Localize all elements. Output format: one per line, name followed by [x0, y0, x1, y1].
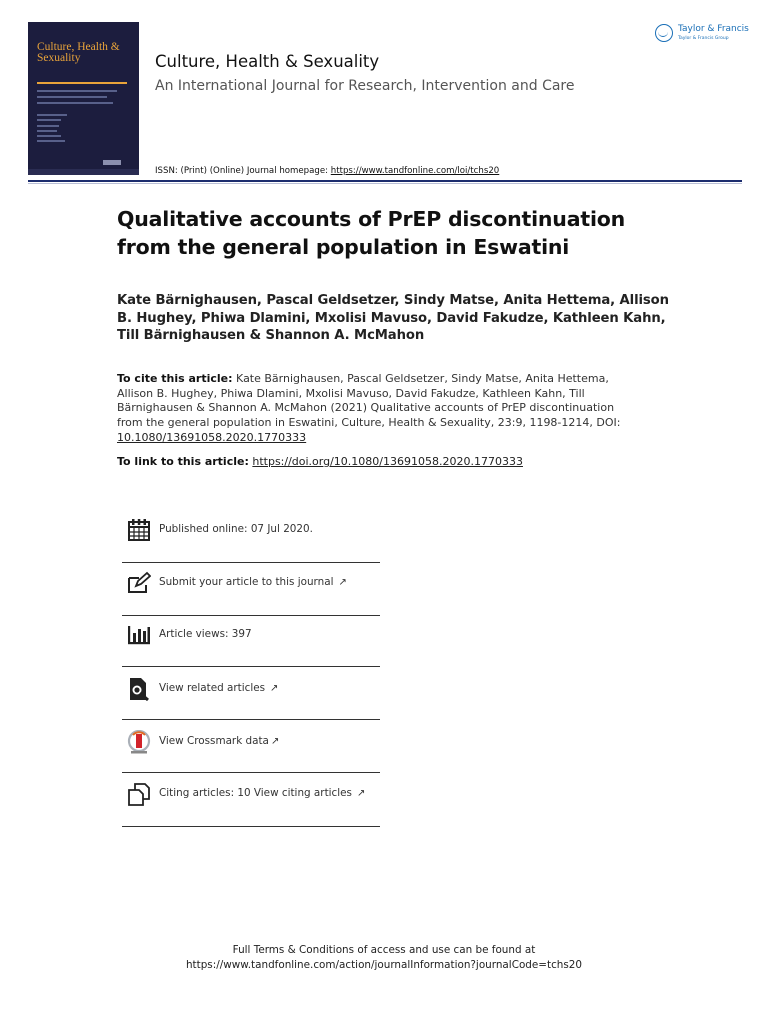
calendar-icon [127, 518, 151, 542]
crossmark-link[interactable] [159, 735, 279, 747]
info-divider [122, 826, 380, 827]
journal-subtitle: An International Journal for Research, Intervention and Care [155, 78, 575, 94]
journal-homepage-link[interactable]: https://www.tandfonline.com/loi/tchs20 [330, 166, 500, 176]
publisher-name: Taylor & Francis [678, 24, 749, 34]
link-label: To link to this article: [117, 455, 249, 468]
issn-label: ISSN: (Print) (Online) Journal homepage: [155, 166, 329, 176]
external-link-icon: ↗ [270, 683, 279, 694]
article-doi-link[interactable]: https://doi.org/10.1080/13691058.2020.1770333 [252, 455, 523, 468]
cover-text-line [37, 119, 61, 121]
publisher-group: Taylor & Francis Group [678, 36, 729, 41]
header-divider [28, 180, 742, 182]
info-divider [122, 772, 380, 773]
journal-cover-image [28, 22, 139, 175]
footer [0, 943, 768, 973]
bar-chart-icon [127, 623, 151, 647]
external-link-icon: ↗ [356, 788, 366, 799]
article-views: Article views: 397 [159, 628, 252, 640]
header-divider-thin [28, 183, 742, 184]
document-search-icon [127, 677, 151, 701]
info-divider [122, 615, 380, 616]
article-title: Qualitative accounts of PrEP discontinuation from the general population in Eswatini [117, 207, 626, 259]
footer-terms-text: Full Terms & Conditions of access and use can be found at [232, 944, 536, 956]
info-divider [122, 666, 380, 667]
crossmark-icon [127, 730, 151, 754]
info-divider [122, 562, 380, 563]
cite-doi-link[interactable]: 10.1080/13691058.2020.1770333 [117, 430, 307, 444]
cover-text-line [37, 140, 65, 142]
crossmark-label: View Crossmark data [159, 735, 269, 747]
submit-label: Submit your article to this journal [159, 576, 334, 588]
info-divider [122, 719, 380, 720]
cover-footer-band [28, 169, 139, 175]
cite-label: To cite this article: [117, 372, 233, 385]
cover-text-line [37, 96, 107, 98]
published-date: Published online: 07 Jul 2020. [159, 523, 313, 535]
related-label: View related articles [159, 682, 266, 694]
citing-articles-link[interactable] [159, 787, 365, 799]
issn-line [155, 166, 499, 176]
cover-text-line [37, 114, 67, 116]
cover-text-line [37, 130, 57, 132]
cover-publisher-logo [103, 160, 121, 165]
footer-terms-link[interactable]: https://www.tandfonline.com/action/journalInformation?journalCode=tchs20 [185, 959, 583, 971]
citation-block [117, 372, 637, 446]
cover-text-line [37, 90, 117, 92]
citing-label: Citing articles: 10 View citing articles [159, 787, 352, 799]
external-link-icon: ↗ [270, 736, 280, 747]
cover-text-line [37, 125, 59, 127]
related-articles-link[interactable] [159, 682, 278, 694]
edit-icon [127, 571, 151, 595]
external-link-icon: ↗ [338, 577, 347, 588]
article-authors: Kate Bärnighausen, Pascal Geldsetzer, Sindy Matse, Anita Hettema, Allison B. Hughey, Phiwa Dlamini, Mxolisi Mavuso, David Fakudze, Kathleen Kahn, Till Bärnighausen & Shannon A. McMahon [117, 293, 669, 344]
journal-title: Culture, Health & Sexuality [155, 52, 380, 71]
submit-article-link[interactable] [159, 576, 347, 588]
cite-text: Kate Bärnighausen, Pascal Geldsetzer, Sindy Matse, Anita Hettema, Allison B. Hughey, Phiwa Dlamini, Mxolisi Mavuso, David Fakudze, Kathleen Kahn, Till Bärnighausen & Shannon A. McMahon (2021) Qualitative accounts of PrEP discontinuation from the general population in Eswatini, Culture, Health & Sexuality, 23:9, 1198-1214, DOI: [117, 372, 621, 430]
cover-text-line [37, 102, 113, 104]
citing-documents-icon [127, 782, 151, 806]
cover-title: Culture, Health & Sexuality [37, 41, 120, 64]
article-link-line [117, 455, 523, 468]
cover-text-line [37, 135, 61, 137]
